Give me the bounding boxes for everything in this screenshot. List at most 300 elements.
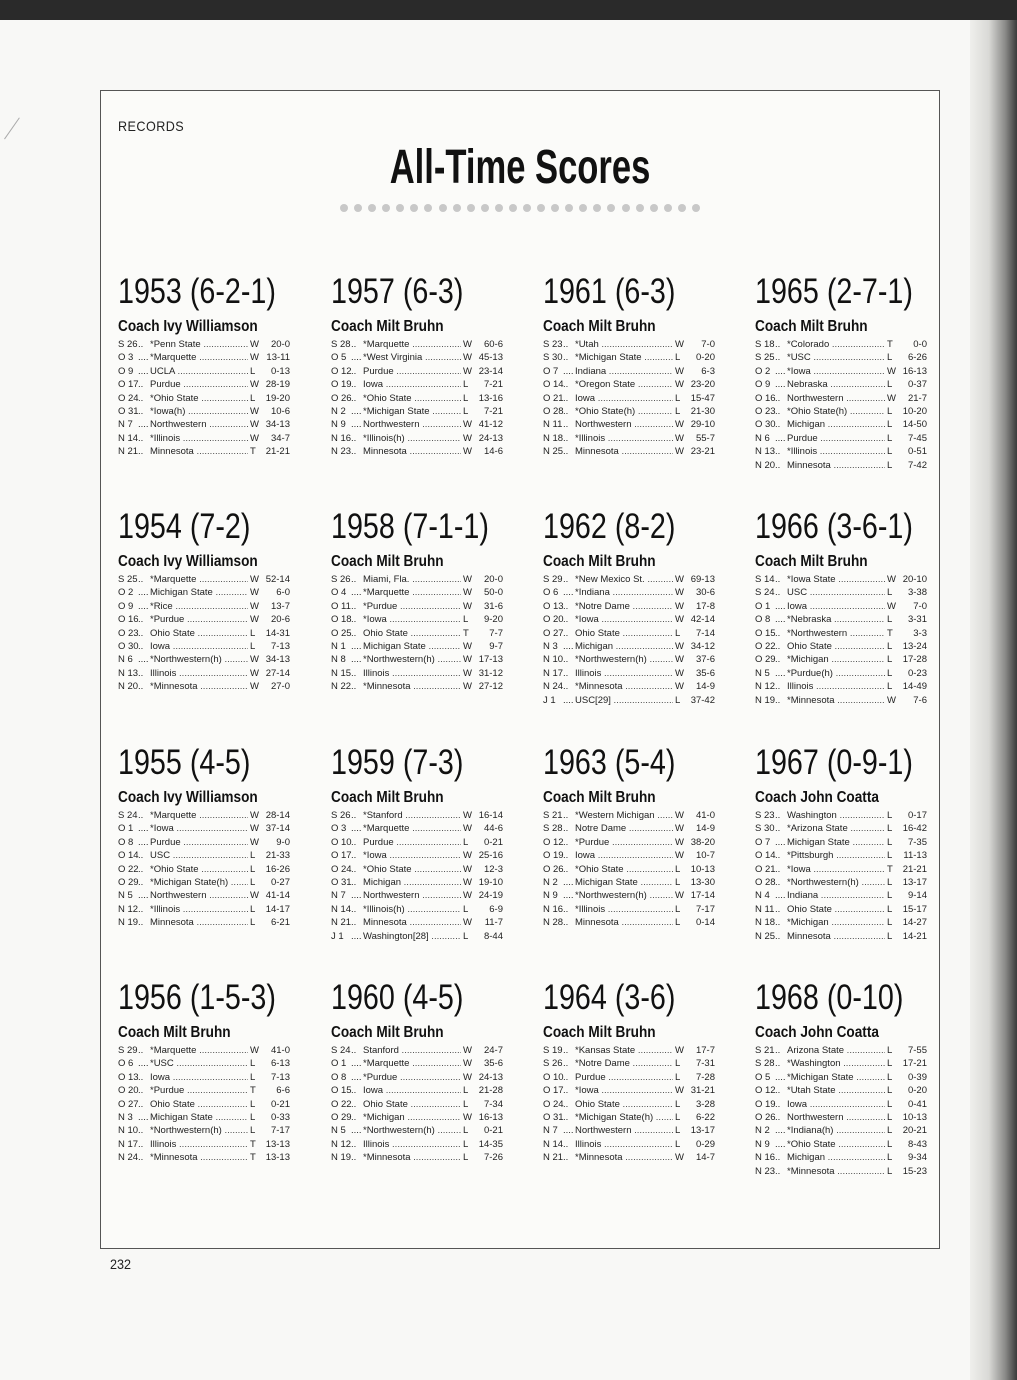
game-row <box>331 600 503 613</box>
game-result: L <box>250 1112 256 1124</box>
game-separator: .. <box>138 863 144 875</box>
game-score: 0-21 <box>483 836 503 848</box>
game-separator: .... <box>138 890 149 902</box>
game-result: L <box>463 379 469 391</box>
game-score: 37-14 <box>265 823 290 835</box>
game-row <box>755 459 927 472</box>
game-score: 21-33 <box>265 850 290 862</box>
game-row <box>331 418 503 431</box>
game-row <box>755 1151 927 1164</box>
season-block <box>118 743 318 930</box>
game-row <box>755 600 927 613</box>
game-opponent: *Marquette ..... <box>363 586 461 599</box>
game-result: W <box>463 681 472 693</box>
game-list <box>331 573 531 694</box>
game-result: W <box>250 836 259 848</box>
game-date: N 21 <box>118 446 139 458</box>
game-date: O 19 <box>755 1098 776 1110</box>
game-opponent: *Iowa(h) ..... <box>150 405 248 418</box>
game-date: O 17 <box>118 379 139 391</box>
game-score: 41-12 <box>478 419 503 431</box>
game-opponent: Minnesota ..... <box>787 459 885 472</box>
game-score: 0-39 <box>907 1071 927 1083</box>
game-score: 37-42 <box>690 694 715 706</box>
game-result: T <box>463 627 469 639</box>
game-result: W <box>675 850 684 862</box>
game-separator: .. <box>351 627 357 639</box>
season-coach: Coach Ivy Williamson <box>118 789 258 806</box>
game-separator: .. <box>775 459 781 471</box>
game-row <box>755 378 927 391</box>
game-separator: .. <box>351 681 357 693</box>
game-separator: .... <box>138 419 149 431</box>
game-score: 17-7 <box>695 1045 715 1056</box>
game-score: 15-47 <box>690 392 715 404</box>
game-separator: .. <box>563 667 569 679</box>
game-date: O 16 <box>755 392 776 404</box>
game-result: W <box>463 810 472 821</box>
game-opponent: Minnesota ..... <box>363 916 461 929</box>
game-separator: .... <box>563 1125 574 1137</box>
game-date: O 8 <box>118 836 134 848</box>
game-row <box>331 613 503 626</box>
game-date: O 30 <box>755 419 776 431</box>
game-result: W <box>250 614 259 626</box>
game-row <box>543 338 715 351</box>
game-separator: .. <box>775 587 781 599</box>
game-opponent: *Ohio State ..... <box>787 1138 885 1151</box>
game-opponent: Michigan ..... <box>787 1151 885 1164</box>
game-date: N 6 <box>755 432 770 444</box>
game-date: N 2 <box>543 877 558 889</box>
game-row <box>543 916 715 929</box>
game-result: L <box>675 863 681 875</box>
game-row <box>118 418 290 431</box>
game-result: L <box>887 1045 893 1056</box>
game-result: W <box>675 379 684 391</box>
game-row <box>543 351 715 364</box>
game-score: 21-21 <box>902 863 927 875</box>
game-opponent: *Marquette ..... <box>150 573 248 586</box>
game-row <box>118 916 290 929</box>
game-date: O 17 <box>543 1085 564 1097</box>
game-row <box>118 876 290 889</box>
game-date: S 28 <box>755 1058 775 1070</box>
game-date: N 12 <box>118 903 139 915</box>
game-score: 7-31 <box>695 1058 715 1070</box>
game-separator: .. <box>775 406 781 418</box>
game-score: 34-12 <box>690 641 715 653</box>
game-row <box>543 1151 715 1164</box>
game-row <box>118 1084 290 1097</box>
game-score: 21-30 <box>690 406 715 418</box>
game-separator: .. <box>775 810 781 821</box>
game-separator: .... <box>351 823 362 835</box>
game-score: 7-21 <box>483 379 503 391</box>
game-separator: .. <box>138 1125 144 1137</box>
game-date: N 15 <box>331 667 352 679</box>
game-row <box>543 903 715 916</box>
game-result: W <box>463 667 472 679</box>
game-separator: .. <box>563 432 569 444</box>
game-result: L <box>887 681 893 693</box>
divider-dot <box>593 204 601 212</box>
game-date: S 28 <box>543 823 563 835</box>
game-row <box>755 573 927 586</box>
game-result: W <box>250 587 259 599</box>
divider-dot <box>424 204 432 212</box>
game-list <box>118 1044 318 1165</box>
game-opponent: *Notre Dame ..... <box>575 600 673 613</box>
game-score: 7-28 <box>695 1071 715 1083</box>
game-separator: .. <box>138 681 144 693</box>
game-date: O 6 <box>543 587 559 599</box>
game-row <box>331 863 503 876</box>
game-opponent: *Minnesota ..... <box>575 680 673 693</box>
game-score: 7-45 <box>907 432 927 444</box>
season-block <box>331 743 531 943</box>
game-result: L <box>887 917 893 929</box>
game-date: S 25 <box>755 352 775 364</box>
game-separator: .. <box>563 681 569 693</box>
game-date: N 3 <box>118 1112 133 1124</box>
game-opponent: Iowa ..... <box>787 600 885 613</box>
game-row <box>118 1071 290 1084</box>
game-row <box>755 903 927 916</box>
game-score: 24-13 <box>478 1071 503 1083</box>
game-result: L <box>887 1152 893 1164</box>
game-score: 45-13 <box>478 352 503 364</box>
game-date: N 24 <box>543 681 564 693</box>
game-score: 7-17 <box>270 1125 290 1137</box>
game-date: N 8 <box>331 654 346 666</box>
game-separator: .. <box>351 1138 357 1150</box>
game-opponent: *Michigan State ..... <box>363 405 461 418</box>
game-row <box>331 445 503 458</box>
game-opponent: Ohio State ..... <box>575 627 673 640</box>
game-separator: .. <box>351 917 357 929</box>
game-opponent: Purdue ..... <box>363 836 461 849</box>
game-date: N 17 <box>118 1138 139 1150</box>
game-result: L <box>887 641 893 653</box>
game-opponent: *Colorado ..... <box>787 338 885 351</box>
game-score: 20-10 <box>902 574 927 585</box>
game-result: W <box>675 641 684 653</box>
game-date: N 18 <box>755 917 776 929</box>
game-score: 13-30 <box>690 877 715 889</box>
game-score: 20-21 <box>902 1125 927 1137</box>
game-date: O 21 <box>755 863 776 875</box>
game-opponent: *Minnesota ..... <box>150 680 248 693</box>
season-coach: Coach Milt Bruhn <box>331 318 444 335</box>
game-date: O 28 <box>543 406 564 418</box>
game-date: N 25 <box>543 446 564 458</box>
game-separator: .. <box>138 917 144 929</box>
game-row <box>331 586 503 599</box>
game-result: L <box>463 1138 469 1150</box>
game-opponent: *Minnesota ..... <box>787 1165 885 1178</box>
game-row <box>331 573 503 586</box>
game-separator: .. <box>351 392 357 404</box>
game-separator: .. <box>351 1152 357 1164</box>
game-row <box>543 680 715 693</box>
game-separator: .. <box>138 392 144 404</box>
game-opponent: *Michigan ..... <box>363 1111 461 1124</box>
game-separator: .. <box>563 339 569 350</box>
game-opponent: *USC ..... <box>150 1057 248 1070</box>
game-score: 16-42 <box>902 823 927 835</box>
game-separator: .... <box>351 352 362 364</box>
game-row <box>755 1084 927 1097</box>
game-separator: .. <box>351 432 357 444</box>
game-separator: .... <box>138 836 149 848</box>
game-row <box>543 365 715 378</box>
game-list <box>543 1044 743 1165</box>
game-separator: .. <box>138 641 144 653</box>
game-separator: .... <box>351 1071 362 1083</box>
game-date: S 30 <box>755 823 775 835</box>
game-date: O 1 <box>755 600 771 612</box>
divider-dot <box>467 204 475 212</box>
game-date: N 25 <box>755 930 776 942</box>
game-date: N 12 <box>755 681 776 693</box>
game-result: W <box>675 614 684 626</box>
game-result: L <box>887 667 893 679</box>
game-row <box>118 432 290 445</box>
game-opponent: Michigan State ..... <box>787 836 885 849</box>
game-result: L <box>463 614 469 626</box>
game-row <box>543 378 715 391</box>
season-coach: Coach Milt Bruhn <box>755 553 868 570</box>
game-result: L <box>887 1165 893 1177</box>
game-opponent: *Purdue ..... <box>363 1071 461 1084</box>
season-coach: Coach Milt Bruhn <box>543 553 656 570</box>
game-score: 13-13 <box>265 1138 290 1150</box>
game-row <box>118 849 290 862</box>
game-row <box>331 627 503 640</box>
game-result: W <box>675 890 684 902</box>
game-result: W <box>675 419 684 431</box>
game-row <box>755 627 927 640</box>
game-row <box>755 640 927 653</box>
game-separator: .... <box>138 352 149 364</box>
game-date: O 10 <box>331 836 352 848</box>
game-opponent: *Western Michigan ..... <box>575 809 673 822</box>
season-coach: Coach Milt Bruhn <box>331 1024 444 1041</box>
game-list <box>543 338 743 459</box>
game-row <box>118 1044 290 1057</box>
game-date: O 22 <box>331 1098 352 1110</box>
game-row <box>331 903 503 916</box>
game-row <box>331 889 503 902</box>
game-opponent: Northwestern ..... <box>150 889 248 902</box>
game-separator: .. <box>775 654 781 666</box>
game-separator: .. <box>138 446 144 458</box>
season-title: 1962 (8-2) <box>543 507 676 546</box>
game-date: O 24 <box>543 1098 564 1110</box>
game-result: L <box>250 850 256 862</box>
game-date: O 26 <box>331 392 352 404</box>
game-score: 6-22 <box>695 1112 715 1124</box>
game-list <box>331 338 531 459</box>
game-separator: .. <box>563 1045 569 1056</box>
game-opponent: *Michigan State ..... <box>787 1071 885 1084</box>
game-date: O 9 <box>755 379 771 391</box>
season-title: 1961 (6-3) <box>543 272 676 311</box>
game-separator: .. <box>775 903 781 915</box>
game-row <box>543 822 715 835</box>
game-separator: .... <box>563 877 574 889</box>
game-score: 20-0 <box>270 339 290 350</box>
game-row <box>755 365 927 378</box>
game-score: 60-6 <box>483 339 503 350</box>
game-score: 14-21 <box>902 930 927 942</box>
game-separator: .... <box>351 930 362 942</box>
game-opponent: Northwestern ..... <box>363 889 461 902</box>
game-date: N 22 <box>331 681 352 693</box>
game-separator: .. <box>138 877 144 889</box>
game-row <box>755 613 927 626</box>
game-separator: .. <box>563 379 569 391</box>
game-score: 0-21 <box>483 1125 503 1137</box>
game-separator: .. <box>775 917 781 929</box>
game-date: O 1 <box>331 1058 347 1070</box>
game-result: L <box>675 877 681 889</box>
game-opponent: *Pittsburgh ..... <box>787 849 885 862</box>
game-opponent: Purdue ..... <box>150 378 248 391</box>
game-result: L <box>675 917 681 929</box>
game-score: 37-6 <box>695 654 715 666</box>
game-row <box>331 876 503 889</box>
season-coach: Coach Ivy Williamson <box>118 318 258 335</box>
game-result: W <box>675 810 684 821</box>
game-score: 34-13 <box>265 419 290 431</box>
divider-dot <box>678 204 686 212</box>
game-date: N 13 <box>118 667 139 679</box>
season-title: 1968 (0-10) <box>755 978 904 1017</box>
section-label: RECORDS <box>118 118 185 134</box>
game-result: L <box>887 1071 893 1083</box>
game-separator: .. <box>138 1045 144 1056</box>
game-opponent: *Ohio State ..... <box>150 392 248 405</box>
game-date: S 24 <box>118 810 138 821</box>
game-separator: .... <box>775 1138 786 1150</box>
game-score: 13-7 <box>270 600 290 612</box>
game-result: W <box>675 836 684 848</box>
game-score: 0-20 <box>695 352 715 364</box>
season-block <box>331 978 531 1165</box>
game-result: L <box>463 1085 469 1097</box>
game-opponent: *Purdue ..... <box>150 1084 248 1097</box>
game-result: W <box>463 863 472 875</box>
game-score: 8-43 <box>907 1138 927 1150</box>
game-opponent: *Illinois(h) ..... <box>363 432 461 445</box>
game-separator: .. <box>138 379 144 391</box>
game-date: N 10 <box>543 654 564 666</box>
game-opponent: *West Virginia ..... <box>363 351 461 364</box>
game-date: O 5 <box>755 1071 771 1083</box>
game-date: O 9 <box>118 365 134 377</box>
game-score: 7-0 <box>701 339 715 350</box>
season-title: 1960 (4-5) <box>331 978 464 1017</box>
game-opponent: Illinois ..... <box>150 1138 248 1151</box>
game-opponent: Illinois ..... <box>787 680 885 693</box>
game-opponent: *Iowa ..... <box>575 1084 673 1097</box>
game-date: O 18 <box>331 614 352 626</box>
game-separator: .. <box>138 903 144 915</box>
game-date: O 19 <box>331 379 352 391</box>
game-score: 21-7 <box>907 392 927 404</box>
game-score: 24-13 <box>478 432 503 444</box>
game-separator: .. <box>563 1138 569 1150</box>
game-row <box>331 378 503 391</box>
season-block <box>118 272 318 459</box>
game-opponent: Michigan State ..... <box>150 1111 248 1124</box>
game-opponent: Nebraska ..... <box>787 378 885 391</box>
game-row <box>118 667 290 680</box>
game-row <box>331 365 503 378</box>
season-block <box>118 507 318 694</box>
season-block <box>755 743 955 943</box>
game-date: N 9 <box>543 890 558 902</box>
game-result: L <box>463 406 469 418</box>
game-separator: .. <box>775 352 781 364</box>
game-separator: .... <box>138 1058 149 1070</box>
game-date: O 13 <box>543 600 564 612</box>
game-separator: .. <box>563 392 569 404</box>
game-row <box>755 1138 927 1151</box>
game-result: W <box>250 574 259 585</box>
game-result: L <box>887 1098 893 1110</box>
game-result: W <box>463 587 472 599</box>
game-opponent: *Iowa ..... <box>787 365 885 378</box>
game-row <box>331 930 503 943</box>
game-score: 23-20 <box>690 379 715 391</box>
game-score: 11-13 <box>903 850 927 862</box>
game-date: O 8 <box>331 1071 347 1083</box>
game-date: S 30 <box>543 352 563 364</box>
game-result: L <box>887 890 893 902</box>
game-row <box>118 392 290 405</box>
game-opponent: *Iowa State ..... <box>787 573 885 586</box>
game-date: N 13 <box>755 446 776 458</box>
game-opponent: *Illinois ..... <box>787 445 885 458</box>
game-date: J 1 <box>543 694 556 706</box>
game-score: 14-17 <box>265 903 290 915</box>
game-separator: .. <box>351 1085 357 1097</box>
game-opponent: Notre Dame ..... <box>575 822 673 835</box>
game-score: 15-17 <box>902 903 927 915</box>
game-score: 12-3 <box>483 863 503 875</box>
game-score: 13-17 <box>690 1125 715 1137</box>
game-list <box>118 573 318 694</box>
game-list <box>543 573 743 707</box>
game-row <box>543 600 715 613</box>
game-result: W <box>250 432 259 444</box>
game-separator: .... <box>775 379 786 391</box>
game-date: O 17 <box>331 850 352 862</box>
game-opponent: Indiana ..... <box>787 889 885 902</box>
game-result: W <box>250 823 259 835</box>
divider-dot <box>622 204 630 212</box>
game-separator: .... <box>351 890 362 902</box>
game-separator: .. <box>775 823 781 835</box>
divider-dot <box>396 204 404 212</box>
game-separator: .. <box>775 392 781 404</box>
game-separator: .. <box>775 681 781 693</box>
game-separator: .... <box>775 614 786 626</box>
game-date: N 16 <box>331 432 352 444</box>
